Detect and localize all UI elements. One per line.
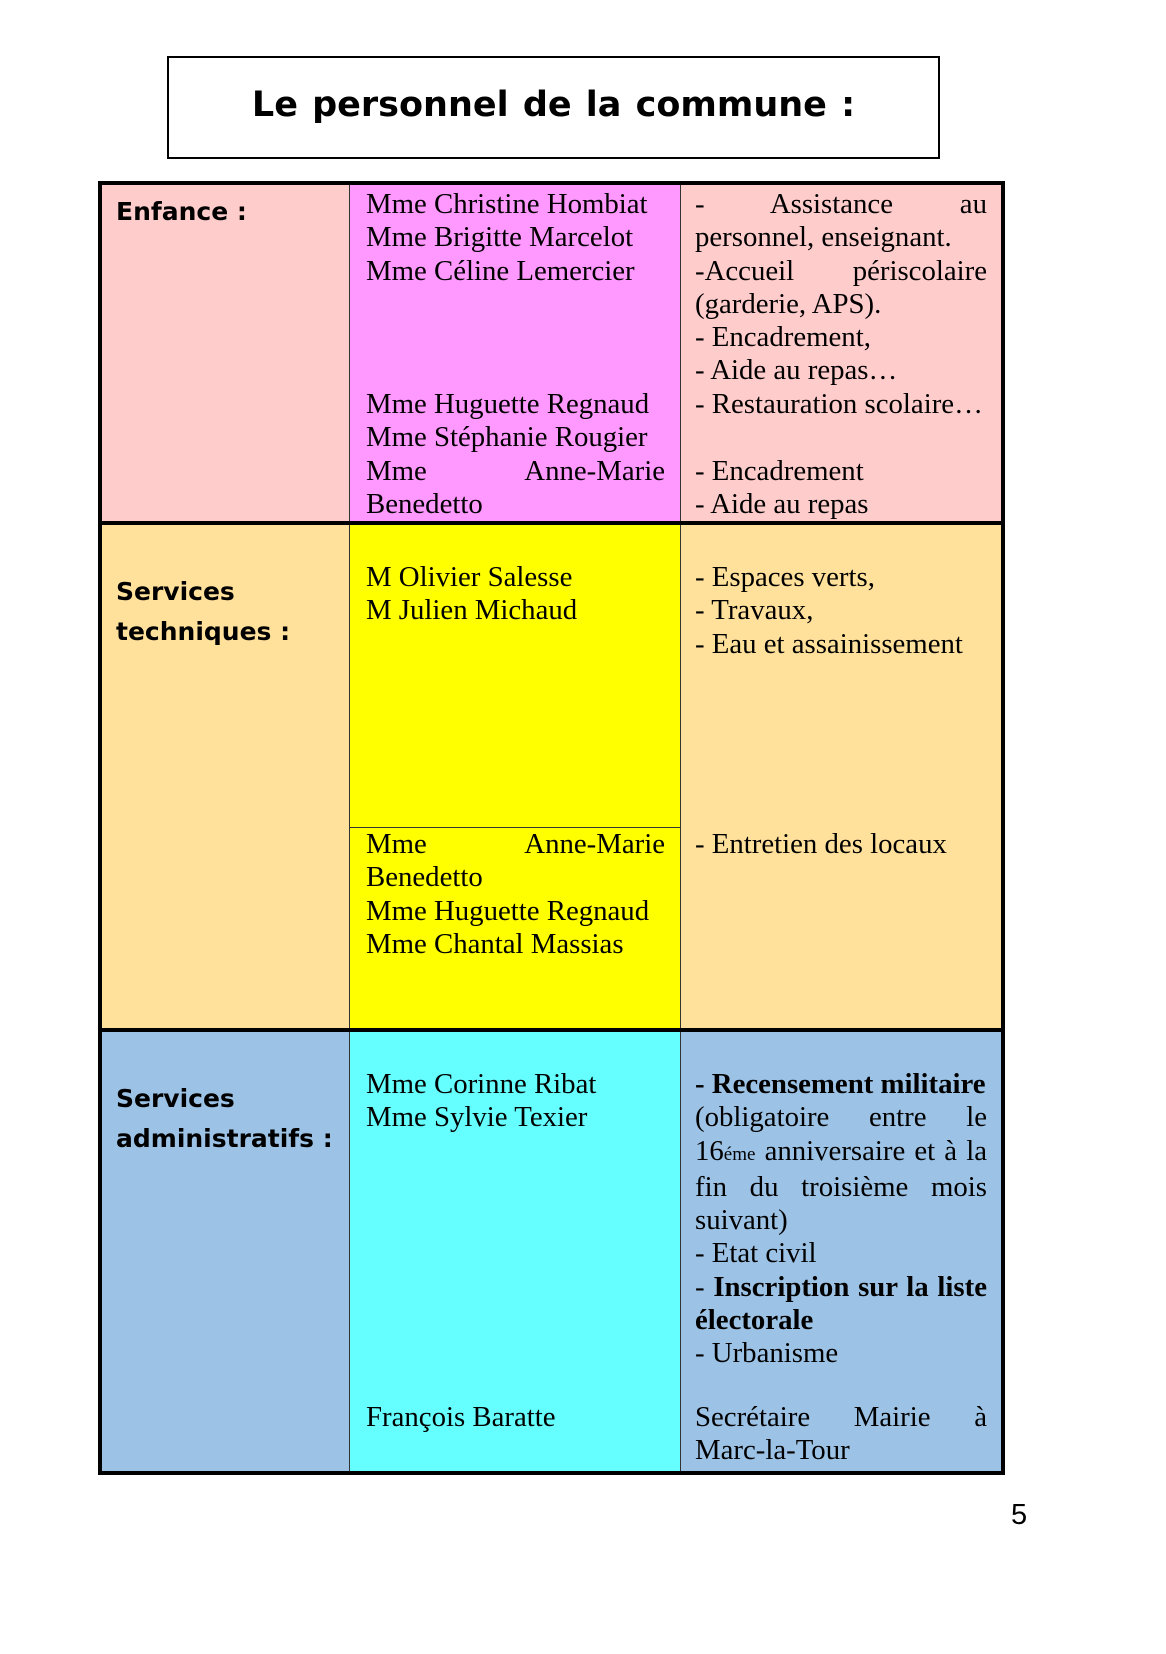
- duty-item: [695, 1271, 987, 1338]
- staff-name: Mme Sylvie Texier: [366, 1101, 588, 1134]
- section-label: Services administratifs :: [116, 1084, 333, 1153]
- duties-cell: [681, 525, 1001, 827]
- staff-name: Mme Anne-Marie Benedetto: [366, 828, 665, 894]
- section-label: Enfance :: [116, 197, 247, 226]
- duties-cell: [681, 1401, 1001, 1471]
- staff-cell: [350, 388, 681, 455]
- section-label-cell: [102, 525, 350, 1028]
- staff-name: Mme Huguette Regnaud: [366, 894, 650, 927]
- duty-item: [695, 1101, 987, 1237]
- staff-table: [98, 181, 1005, 1475]
- duty-item: - Eau et assainissement: [695, 627, 963, 660]
- duty-item: - Travaux,: [695, 594, 814, 627]
- duty-item: - Encadrement,: [695, 321, 871, 354]
- section-enfance: [102, 185, 1001, 521]
- section-label-cell: [102, 185, 350, 521]
- duty-item: - Entretien des locaux: [695, 828, 947, 860]
- staff-name: Mme Huguette Regnaud: [366, 388, 650, 420]
- duties-cell: [681, 388, 1001, 455]
- staff-name: M Julien Michaud: [366, 594, 578, 627]
- staff-name: Mme Stéphanie Rougier: [366, 421, 648, 454]
- duty-item: - Aide au repas…: [695, 354, 898, 387]
- staff-cell: [350, 1401, 681, 1471]
- duty-text: Inscription sur la liste électorale: [695, 1270, 987, 1337]
- duty-item: Secrétaire Mairie à Marc-la-Tour: [695, 1401, 987, 1467]
- duty-item: - Etat civil: [695, 1237, 817, 1270]
- section-services-administratifs: [102, 1028, 1001, 1471]
- section-services-techniques: [102, 521, 1001, 1028]
- staff-cell: [350, 1032, 681, 1401]
- duties-cell: [681, 1032, 1001, 1401]
- duty-prefix: -: [695, 1270, 714, 1303]
- staff-cell: [350, 827, 681, 1028]
- staff-name: Mme Anne-Marie Benedetto: [366, 455, 665, 521]
- duty-item: - Urbanisme: [695, 1337, 839, 1370]
- duty-text: anniversaire et à la fin du troisième mois suivant): [695, 1134, 987, 1237]
- page-title: Le personnel de la commune :: [251, 85, 856, 125]
- duties-cell: [681, 455, 1001, 521]
- page-number: 5: [1011, 1499, 1028, 1531]
- staff-name: Mme Christine Hombiat: [366, 188, 648, 220]
- duties-cell: [681, 185, 1001, 388]
- staff-name: Mme Chantal Massias: [366, 927, 624, 960]
- section-label: Services techniques :: [116, 577, 291, 646]
- staff-name: Mme Corinne Ribat: [366, 1068, 597, 1100]
- duty-item: - Espaces verts,: [695, 561, 875, 593]
- title-box: [167, 56, 940, 159]
- duty-item: - Encadrement: [695, 455, 864, 487]
- duty-item: - Aide au repas: [695, 488, 869, 521]
- staff-name: François Baratte: [366, 1401, 556, 1433]
- staff-name: Mme Céline Lemercier: [366, 254, 635, 287]
- staff-name: Mme Brigitte Marcelot: [366, 221, 634, 254]
- duty-item: - Recensement militaire: [695, 1068, 986, 1100]
- section-label-cell: [102, 1032, 350, 1471]
- duty-item: - Restauration scolaire…: [695, 388, 983, 420]
- duty-item: -Accueil périscolaire (garderie, APS).: [695, 254, 987, 320]
- duties-cell: [681, 827, 1001, 1028]
- ordinal-suffix: éme: [723, 1143, 756, 1165]
- staff-name: M Olivier Salesse: [366, 561, 573, 593]
- duty-text: (obligatoire entre le 16: [695, 1101, 987, 1167]
- duty-item: - Assistance au personnel, enseignant.: [695, 188, 987, 254]
- staff-cell: [350, 455, 681, 521]
- staff-cell: [350, 525, 681, 827]
- staff-cell: [350, 185, 681, 388]
